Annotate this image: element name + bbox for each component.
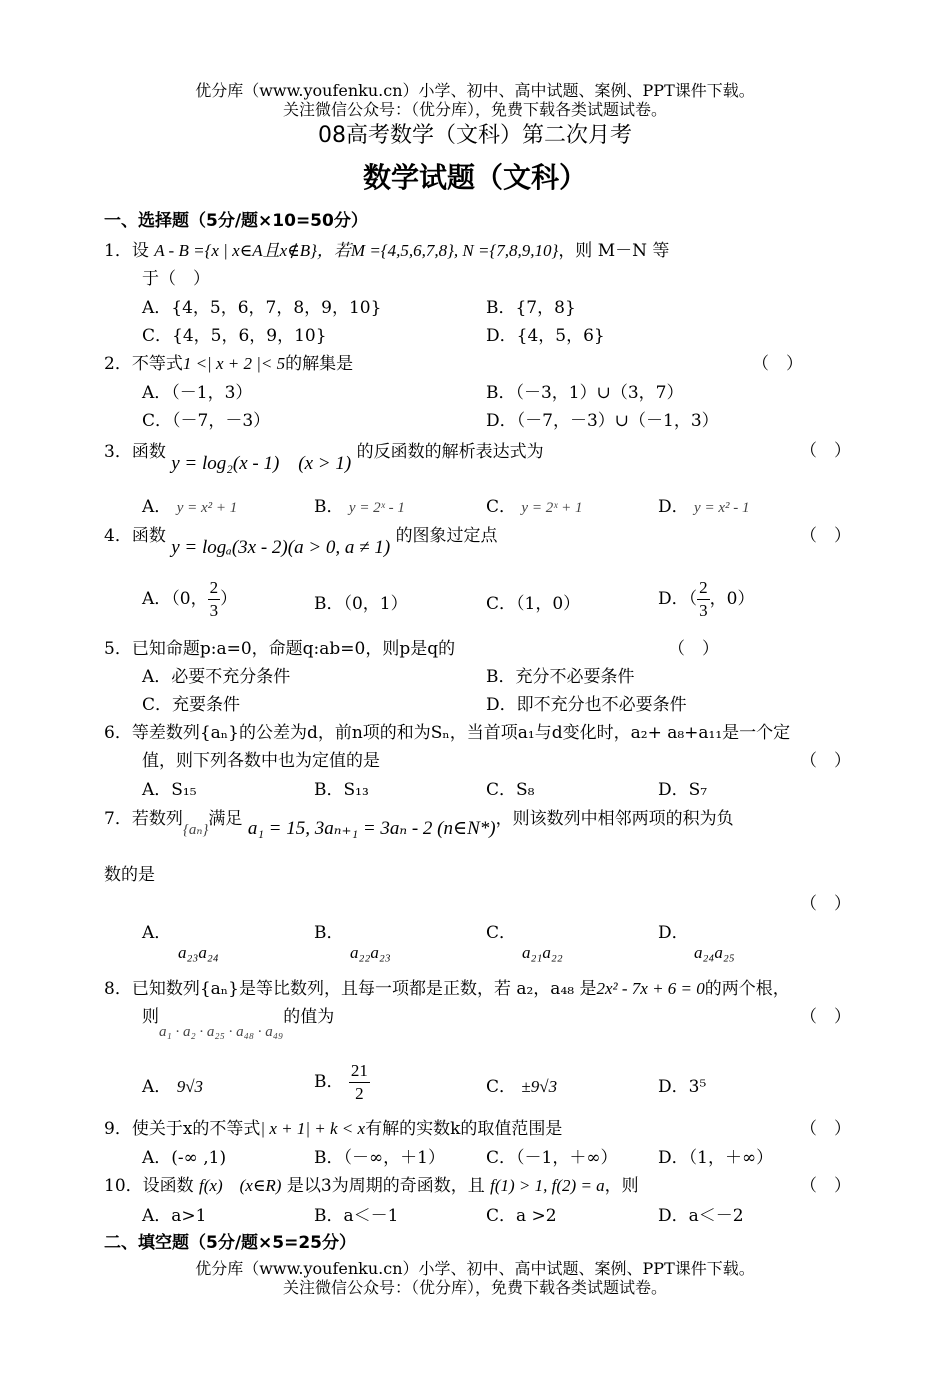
option-c: C．a >2	[486, 1206, 557, 1226]
question-formula: a₁ = 15, 3aₙ₊₁ = 3aₙ - 2 (n∈N*)	[247, 818, 496, 839]
option-b: B．（0，1）	[314, 594, 408, 614]
fraction-denominator: 2	[355, 1084, 364, 1103]
option-c: C．（1，0）	[486, 594, 581, 614]
option-d: D．{4，5，6}	[486, 326, 605, 346]
answer-paren: （ ）	[800, 1119, 851, 1139]
question-1	[104, 236, 669, 261]
question-text: 若数列	[131, 809, 183, 829]
question-text: 函数	[131, 442, 166, 462]
question-formula: 2x² - 7x + 6 = 0	[596, 979, 705, 998]
question-10	[104, 1171, 639, 1196]
option-c: C．充要条件	[142, 695, 241, 715]
option-d: D．（1，＋∞）	[658, 1148, 774, 1168]
question-text: 满足	[208, 809, 243, 829]
fraction-denominator: 3	[699, 601, 708, 620]
header-line-1: 优分库（www.youfenku.cn）小学、初中、高中试题、案例、PPT课件下载。	[195, 81, 755, 100]
question-text: ，则该数列中相邻两项的积为负	[495, 809, 734, 829]
page-title: 数学试题（文科）	[362, 161, 587, 194]
answer-paren: （ ）	[668, 639, 719, 659]
question-formula: 1 <| x + 2 |< 5	[182, 354, 286, 373]
fraction-numerator: 21	[349, 1060, 370, 1083]
question-8-cont: 则a₁ · a₂ · a₂₅ · a₄₈ · a₄₉的值为	[142, 1007, 335, 1040]
fraction-numerator: 2	[208, 577, 221, 600]
answer-paren: （ ）	[800, 526, 851, 546]
question-formula: A - B ={x | x∈A且x∉B}，若M ={4,5,6,7,8}, N ={7,8,9,10}	[154, 241, 559, 260]
option-d: D．即不充分也不必要条件	[486, 695, 687, 715]
option-c: C．S₈	[486, 780, 535, 800]
option-d: D．S₇	[658, 780, 708, 800]
question-text: 有解的实数k的取值范围是	[365, 1119, 563, 1139]
option-a: A．S₁₅	[142, 780, 197, 800]
question-5	[104, 634, 455, 659]
option-d: D．（ $\frac{2}{3}$ ，0）	[658, 578, 755, 620]
question-text: ，则 M－N 等	[558, 241, 670, 261]
question-text: 函数	[131, 526, 166, 546]
option-d: D．a＜－2	[658, 1206, 744, 1226]
option-b: B． $\frac{21}{2}$	[314, 1061, 368, 1103]
option-d: D． a₂₄a₂₅	[658, 923, 735, 962]
question-7-cont: 数的是	[104, 865, 155, 885]
question-number: 4．	[104, 526, 132, 546]
question-number: 1．	[104, 241, 132, 261]
option-a: A．必要不充分条件	[142, 667, 291, 687]
option-c: C．（－1，＋∞）	[486, 1148, 618, 1168]
option-a: A．(-∞ ,1)	[142, 1148, 227, 1168]
question-number: 5．	[104, 639, 132, 659]
section-heading-choice: 一、选择题（5分/题×10=50分）	[104, 211, 368, 231]
question-formula: y = logₐ(3x - 2)(a > 0, a ≠ 1)	[171, 537, 391, 558]
question-formula: y = log₂(x - 1) (x > 1)	[171, 453, 352, 474]
footer-line-1: 优分库（www.youfenku.cn）小学、初中、高中试题、案例、PPT课件下载。	[195, 1259, 755, 1278]
question-8	[104, 974, 790, 999]
option-b: B．{7，8}	[486, 298, 576, 318]
option-c: C．{4，5，6，9，10}	[142, 326, 327, 346]
question-text: 设	[131, 241, 149, 261]
section-heading-fill: 二、填空题（5分/题×5=25分）	[104, 1233, 357, 1253]
option-a: A．（－1，3）	[142, 383, 253, 403]
option-a: A．{4，5，6，7，8，9，10}	[142, 298, 382, 318]
question-formula: | x + 1| + k < x	[260, 1119, 366, 1138]
option-b: B．S₁₃	[314, 780, 369, 800]
fraction-denominator: 3	[209, 601, 219, 620]
question-number: 10．	[104, 1176, 143, 1196]
question-text: 使关于x的不等式	[131, 1119, 261, 1139]
option-c: C．（－7，－3）	[142, 411, 271, 431]
question-6-cont: 值，则下列各数中也为定值的是	[142, 751, 380, 771]
question-formula: f(x) (x∈R)	[199, 1176, 282, 1195]
answer-paren: （ ）	[800, 1176, 851, 1196]
question-text: 的解集是	[285, 354, 354, 374]
question-9	[104, 1114, 562, 1139]
question-text: ，则	[604, 1176, 639, 1196]
option-a: A． 9√3	[142, 1077, 204, 1097]
question-text: 已知命题p:a=0，命题q:ab=0，则p是q的	[131, 639, 456, 659]
option-a: A． y = x² + 1	[142, 497, 238, 517]
option-d: D．（－7，－3）∪（－1，3）	[486, 411, 719, 431]
option-c: C． y = 2ˣ + 1	[486, 497, 583, 517]
question-3	[104, 436, 544, 474]
option-b: B．（－∞，＋1）	[314, 1148, 445, 1168]
question-number: 9．	[104, 1119, 132, 1139]
question-number: 6．	[104, 723, 132, 743]
question-formula: f(1) > 1, f(2) = a	[490, 1176, 605, 1195]
question-number: 2．	[104, 354, 132, 374]
option-a: A． a₂₃a₂₄	[142, 923, 219, 962]
answer-paren: （ ）	[800, 1007, 851, 1027]
answer-paren: （ ）	[800, 894, 851, 914]
question-number: 7．	[104, 809, 132, 829]
option-b: B．a＜－1	[314, 1206, 399, 1226]
question-number: 8．	[104, 979, 132, 999]
question-number: 3．	[104, 442, 132, 462]
question-text: 的两个根，	[704, 979, 790, 999]
answer-paren: （ ）	[752, 354, 803, 374]
option-a: A．（0， $\frac{2}{3}$ ）	[142, 578, 238, 620]
answer-paren: （ ）	[800, 441, 851, 461]
option-b: B． y = 2ˣ - 1	[314, 497, 405, 517]
exam-title: 08高考数学（文科）第二次月考	[318, 123, 632, 148]
header-line-2: 关注微信公众号：（优分库），免费下载各类试题试卷。	[282, 100, 667, 119]
question-7	[104, 804, 734, 839]
footer-line-2: 关注微信公众号：（优分库），免费下载各类试题试卷。	[282, 1278, 667, 1297]
option-c: C． a₂₁a₂₂	[486, 923, 563, 962]
question-4	[104, 521, 498, 558]
option-a: A．a>1	[142, 1206, 207, 1226]
answer-paren: （ ）	[800, 751, 851, 771]
option-b: B．充分不必要条件	[486, 667, 635, 687]
question-text: 等差数列{aₙ}的公差为d，前n项的和为Sₙ，当首项a₁与d变化时，a₂+ a₈+a₁₁是一个定	[131, 723, 791, 743]
question-1-cont: 于（ ）	[142, 269, 210, 289]
question-text: 的图象过定点	[395, 526, 498, 546]
question-2	[104, 349, 353, 374]
question-text: 不等式	[131, 354, 183, 374]
fraction-numerator: 2	[697, 577, 710, 600]
option-b: B．（－3，1）∪（3，7）	[486, 383, 684, 403]
question-text: 的反函数的解析表达式为	[356, 442, 544, 462]
option-d: D．3⁵	[658, 1077, 707, 1097]
question-text: 是以3为周期的奇函数，且	[286, 1176, 485, 1196]
option-b: B． a₂₂a₂₃	[314, 923, 391, 962]
question-text: 已知数列{aₙ}是等比数列，且每一项都是正数，若 a₂，a₄₈ 是	[131, 979, 597, 999]
product-formula: a₁ · a₂ · a₂₅ · a₄₈ · a₄₉	[159, 1024, 284, 1040]
sequence-symbol: {aₙ}	[182, 822, 209, 838]
question-text: 设函数	[142, 1176, 194, 1196]
question-6	[104, 718, 790, 743]
option-d: D． y = x² - 1	[658, 497, 750, 517]
option-c: C． ±9√3	[486, 1077, 558, 1097]
